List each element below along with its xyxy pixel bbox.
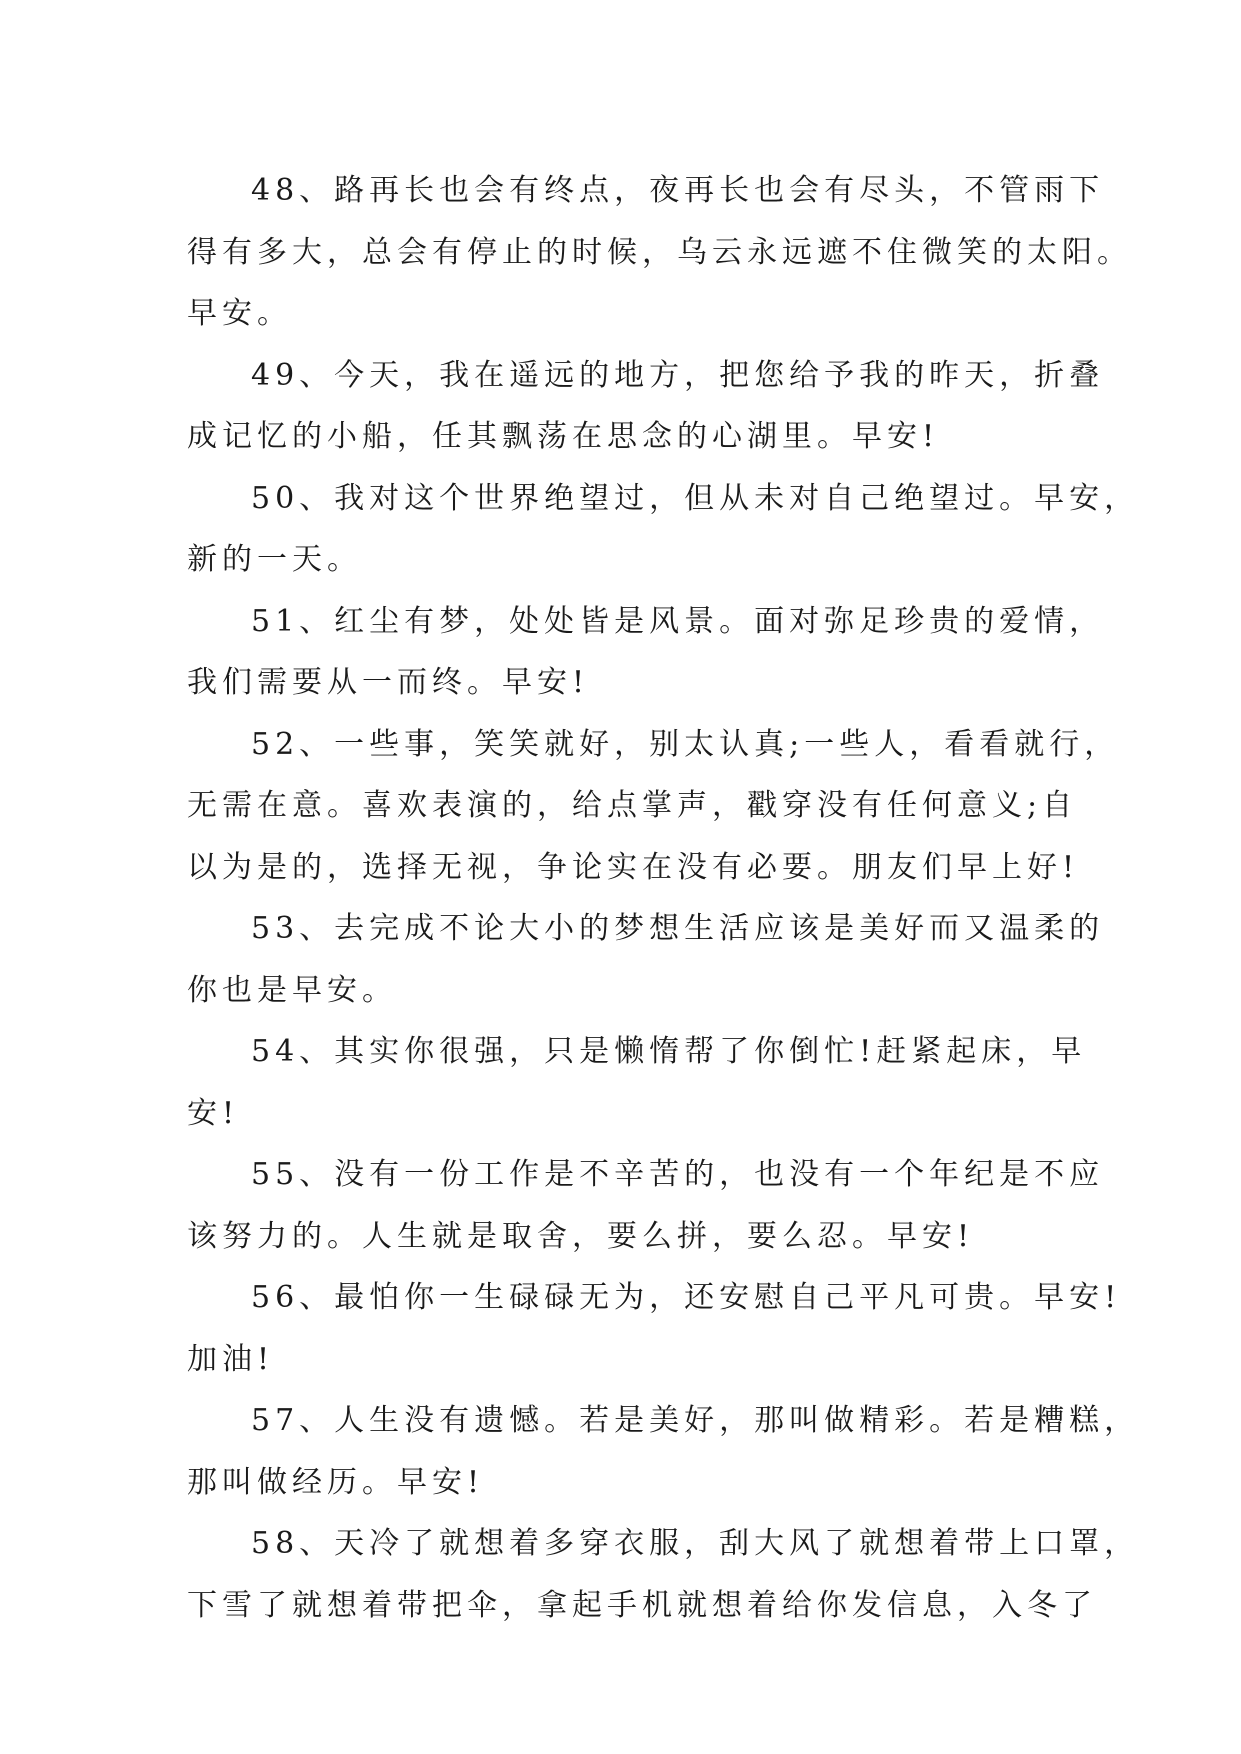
text-line: 57、人生没有遗憾。若是美好，那叫做精彩。若是糟糕， xyxy=(251,1403,1140,1438)
paragraph-51 xyxy=(187,591,1105,714)
document-body xyxy=(187,160,1140,1636)
text-line: 那叫做经历。早安! xyxy=(187,1464,485,1500)
text-line: 49、今天，我在遥远的地方，把您给予我的昨天，折叠 xyxy=(251,357,1105,393)
paragraph-48 xyxy=(187,160,1132,345)
text-line: 51、红尘有梦，处处皆是风景。面对弥足珍贵的爱情， xyxy=(251,603,1105,639)
text-line: 新的一天。 xyxy=(187,542,362,577)
text-line: 55、没有一份工作是不辛苦的，也没有一个年纪是不应 xyxy=(251,1157,1105,1192)
text-line: 加油! xyxy=(187,1341,275,1377)
text-line: 下雪了就想着带把伞，拿起手机就想着给你发信息，入冬了 xyxy=(187,1587,1097,1623)
text-line: 52、一些事，笑笑就好，别太认真;一些人，看看就行， xyxy=(251,726,1120,762)
text-line: 48、路再长也会有终点，夜再长也会有尽头，不管雨下 xyxy=(251,173,1105,208)
paragraph-50 xyxy=(187,468,1140,591)
paragraph-49 xyxy=(187,345,1105,468)
paragraph-53 xyxy=(187,898,1105,1021)
text-line: 得有多大，总会有停止的时候，乌云永远遮不住微笑的太阳。 xyxy=(187,234,1132,270)
paragraph-52 xyxy=(187,714,1120,899)
paragraph-56 xyxy=(187,1267,1122,1390)
text-line: 你也是早安。 xyxy=(187,972,397,1008)
paragraph-55 xyxy=(187,1144,1105,1267)
paragraph-57 xyxy=(187,1390,1140,1513)
text-line: 该努力的。人生就是取舍，要么拼，要么忍。早安! xyxy=(187,1218,975,1254)
text-line: 早安。 xyxy=(187,296,292,331)
text-line: 成记忆的小船，任其飘荡在思念的心湖里。早安! xyxy=(187,419,940,454)
text-line: 安! xyxy=(187,1095,240,1131)
text-line: 以为是的，选择无视，争论实在没有必要。朋友们早上好! xyxy=(187,849,1080,885)
text-line: 53、去完成不论大小的梦想生活应该是美好而又温柔的 xyxy=(251,911,1105,946)
paragraph-58 xyxy=(187,1513,1140,1636)
text-line: 54、其实你很强，只是懒惰帮了你倒忙!赶紧起床，早 xyxy=(251,1034,1087,1069)
text-line: 56、最怕你一生碌碌无为，还安慰自己平凡可贵。早安! xyxy=(251,1280,1122,1315)
text-line: 我们需要从一而终。早安! xyxy=(187,665,590,700)
text-line: 无需在意。喜欢表演的，给点掌声，戳穿没有任何意义;自 xyxy=(187,788,1078,823)
text-line: 58、天冷了就想着多穿衣服，刮大风了就想着带上口罩， xyxy=(251,1526,1140,1561)
text-line: 50、我对这个世界绝望过，但从未对自己绝望过。早安， xyxy=(251,480,1140,516)
paragraph-54 xyxy=(187,1021,1087,1144)
